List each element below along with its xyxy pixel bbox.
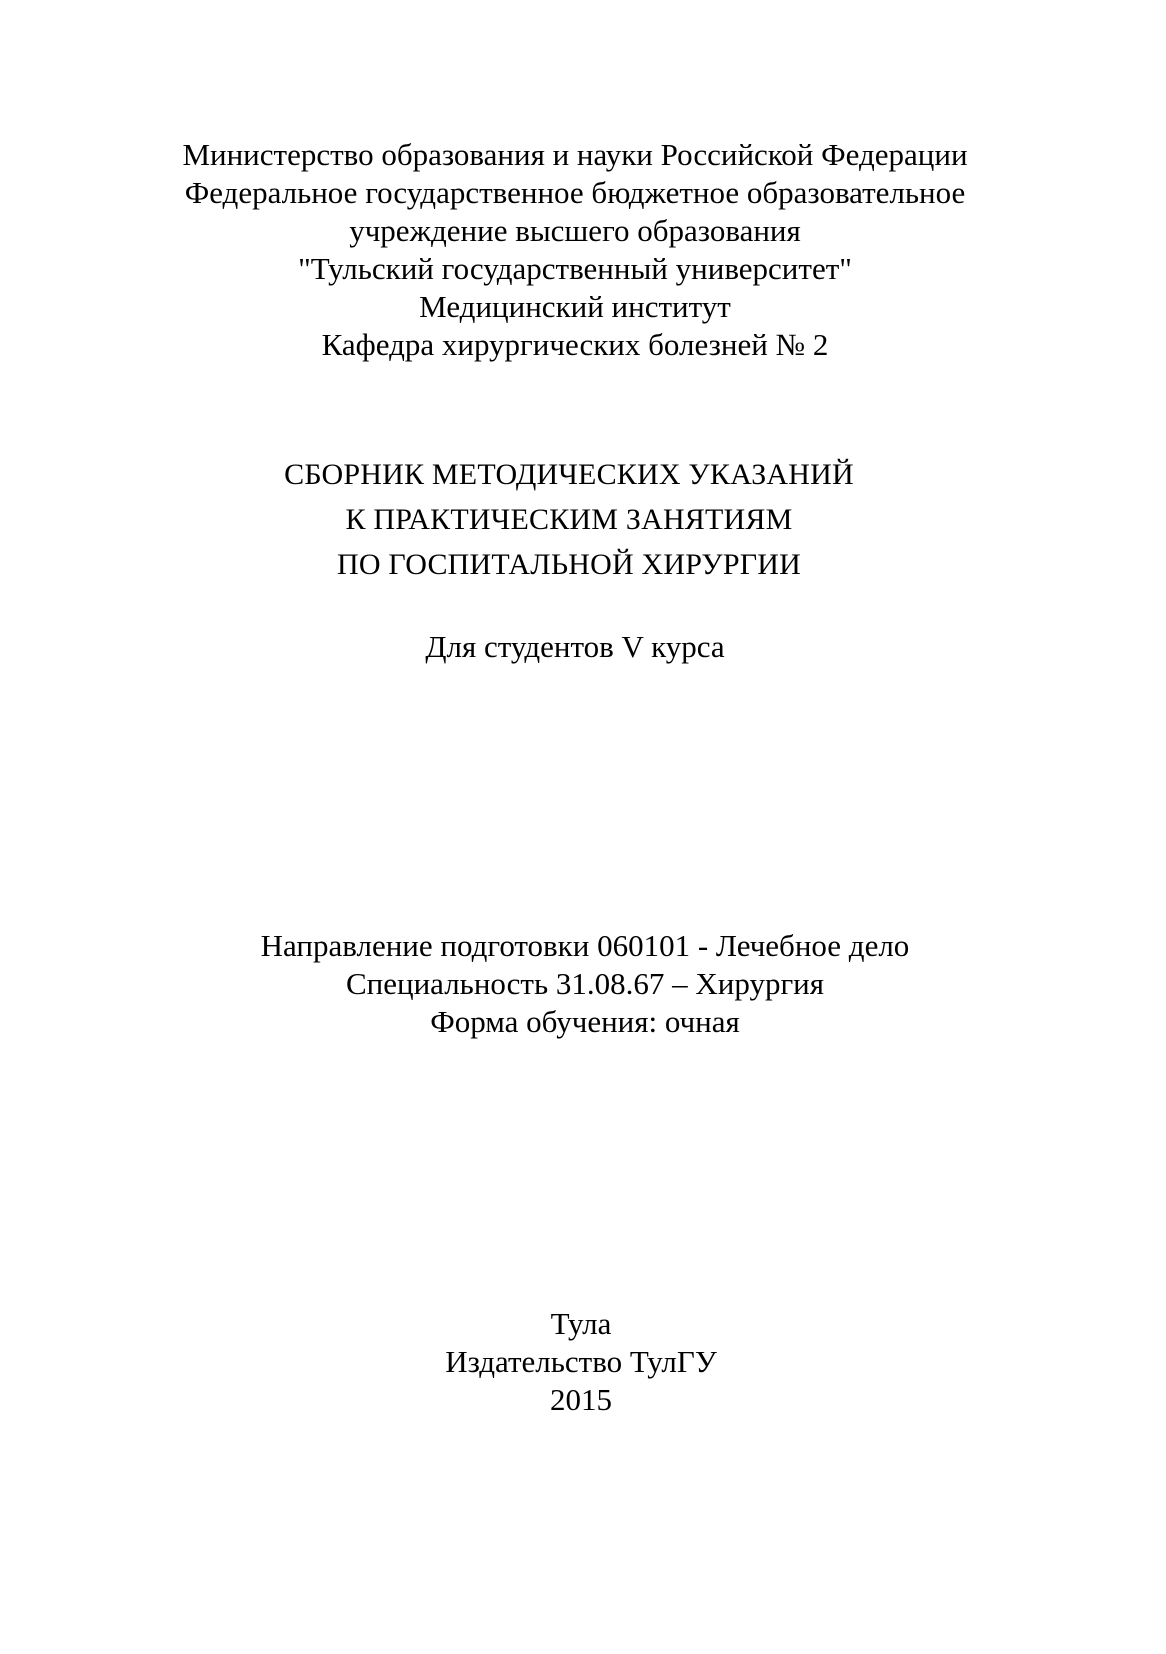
imprint-publisher: Издательство ТулГУ (445, 1344, 717, 1379)
title-line-3: ПО ГОСПИТАЛЬНОЙ ХИРУРГИИ (336, 548, 802, 581)
title-line-2: К ПРАКТИЧЕСКИМ ЗАНЯТИЯМ (345, 503, 793, 536)
institution-type-line-2: учреждение высшего образования (349, 213, 801, 248)
institution-type-line: Федеральное государственное бюджетное образовательное (184, 175, 966, 210)
specialty-info (2, 927, 1166, 1041)
university-name: "Тульский государственный университет" (298, 251, 852, 286)
imprint-city: Тула (550, 1306, 612, 1341)
imprint (0, 1305, 1164, 1419)
specialty-line: Специальность 31.08.67 – Хирургия (345, 966, 825, 1001)
study-form: Форма обучения: очная (430, 1004, 740, 1039)
document-title (0, 452, 1152, 587)
institute-name: Медицинский институт (419, 289, 731, 324)
institution-header (0, 136, 1158, 364)
training-direction: Направление подготовки 060101 - Лечебное дело (260, 928, 910, 963)
audience-line: Для студентов V курса (425, 629, 725, 664)
imprint-year: 2015 (550, 1382, 612, 1417)
title-line-1: СБОРНИК МЕТОДИЧЕСКИХ УКАЗАНИЙ (284, 458, 854, 491)
department-name: Кафедра хирургических болезней № 2 (321, 327, 829, 362)
audience-note (0, 628, 1158, 666)
ministry-line: Министерство образования и науки Российской Федерации (182, 137, 968, 172)
